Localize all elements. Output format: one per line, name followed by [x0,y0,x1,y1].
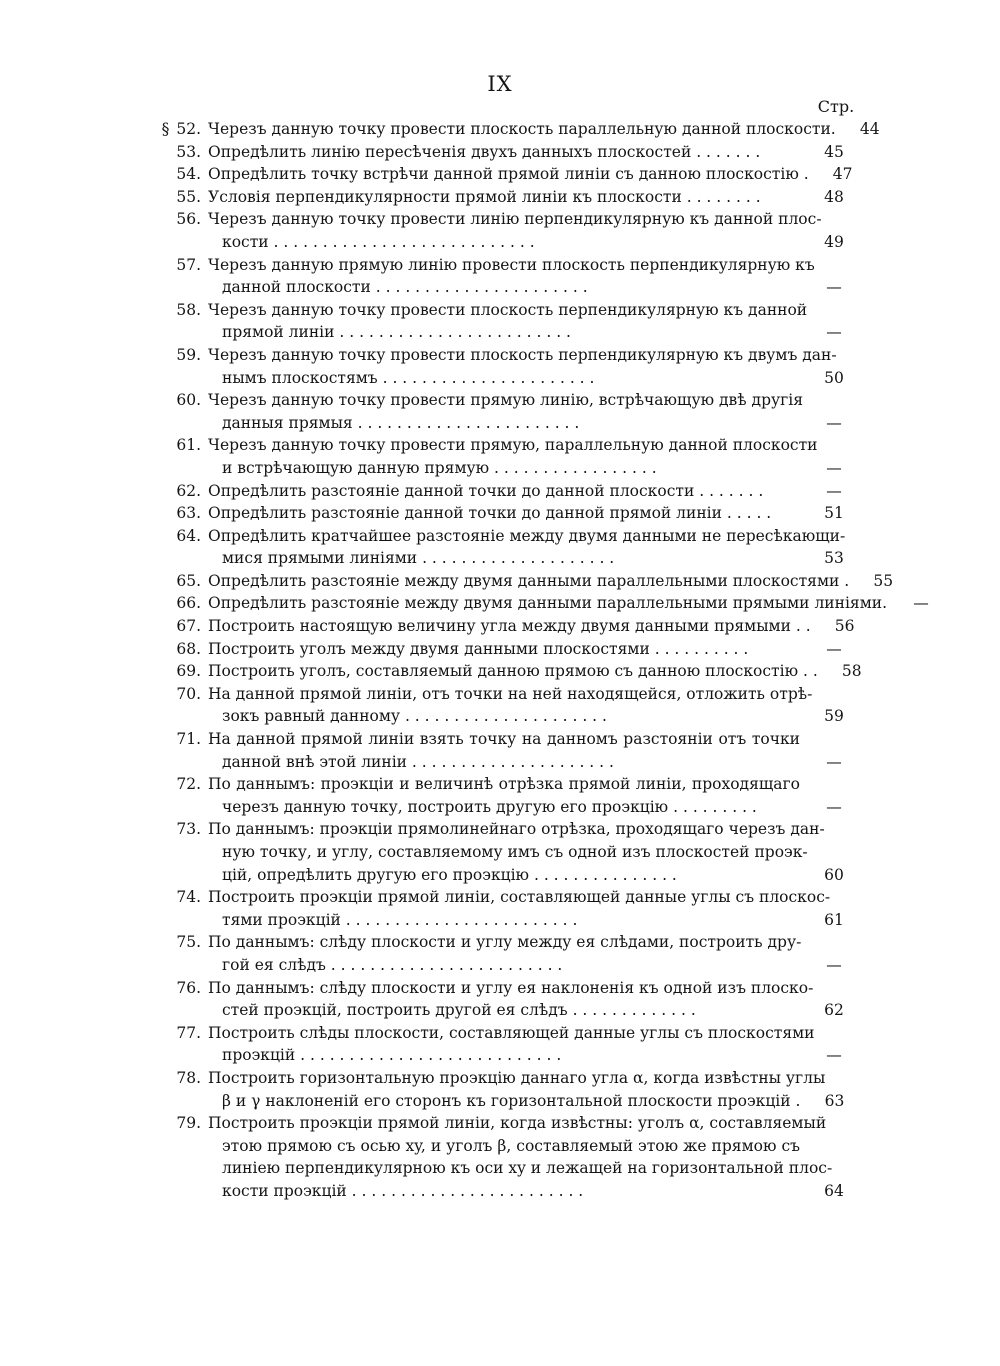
toc-line [145,276,860,299]
entry-number [145,886,201,909]
entry-number [145,389,201,412]
toc-line [145,344,860,367]
entry-page-number [823,254,875,277]
toc-line [145,615,860,638]
section-sign: § [161,120,170,138]
entry-title-text: и встрѣчающую данную прямую . . . . . . . . . . . . . . . . . [222,458,657,477]
toc-entry [145,186,860,209]
entry-page-number [808,1135,860,1158]
toc-line [145,1022,860,1045]
entry-title-text: Построить проэкціи прямой линіи, составляющей данные углы съ плоскос- [208,888,831,907]
toc-line [145,525,860,548]
entry-title-text: зокъ равный данному . . . . . . . . . . . . . . . . . . . . . [222,707,607,726]
toc-line [145,254,860,277]
toc-line [145,1135,860,1158]
toc-entry [145,389,860,434]
toc-line [145,638,860,661]
entry-title-text: мися прямыми линіями . . . . . . . . . . . . . . . . . . . . [222,549,615,568]
toc-line [145,141,860,164]
entry-number-text: 68. [176,639,201,658]
entry-title-text: кости . . . . . . . . . . . . . . . . . . . . . . . . . . . [222,232,535,251]
entry-number [145,186,201,209]
entry-number-text: 67. [176,617,201,636]
toc-line [145,683,860,706]
toc-line [145,773,860,796]
entry-page-number: 55 [873,571,894,590]
entry-title-text: На данной прямой линіи взять точку на данномъ разстояніи отъ точки [208,730,800,749]
entry-page-number: — [826,1046,842,1065]
entry-page-number [808,728,860,751]
entry-title-text: нымъ плоскостямъ . . . . . . . . . . . . . . . . . . . . . . [222,368,595,387]
toc-entry [145,502,860,525]
entry-title-text: По даннымъ: проэкціи прямолинейнаго отрѣзка, проходящаго черезъ дан- [208,820,825,839]
entry-title-text: данной внѣ этой линіи . . . . . . . . . . . . . . . . . . . . . [222,752,614,771]
entry-page-number [809,931,861,954]
toc-entry [145,728,860,773]
toc-line [145,502,860,525]
toc-entry [145,1022,860,1067]
toc-entry [145,299,860,344]
entry-page-number: 48 [824,187,844,206]
toc-entry [145,141,860,164]
toc-entry [145,1067,860,1112]
toc-entry [145,683,860,728]
entry-number [145,1067,201,1090]
entry-number [145,592,201,615]
toc-entry [145,592,929,615]
toc-line [145,818,860,841]
entry-page-number [830,208,882,231]
toc-line [145,909,860,932]
entry-number-text: 57. [176,255,201,274]
entry-number-text: 79. [176,1114,201,1133]
entry-number-text: 70. [176,684,201,703]
toc-line [145,999,860,1022]
entry-number [145,638,201,661]
toc-entry [145,773,860,818]
entry-page-number: — [826,458,842,477]
entry-page-number [834,1112,886,1135]
entry-title-text: На данной прямой линіи, отъ точки на ней находящейся, отложить отрѣ- [208,684,813,703]
entry-number-text: 72. [176,775,201,794]
entry-page-number [853,525,905,548]
toc-entry [145,208,860,253]
toc-entry [145,434,860,479]
entry-number-text: 61. [176,436,201,455]
entry-page-number: 63 [824,1091,845,1110]
entry-page-number [815,299,867,322]
entry-title-text: Опредѣлить разстояніе данной точки до данной плоскости . . . . . . . [208,481,764,500]
entry-title-text: Черезъ данную точку провести прямую, параллельную данной плоскости [208,436,818,455]
entry-title-text: ную точку, и углу, составляемому имъ съ одной изъ плоскостей проэк- [222,843,808,861]
entry-title-text: черезъ данную точку, построить другую его проэкцію . . . . . . . . . [222,797,757,816]
entry-page-number: 56 [834,617,855,636]
entry-number-text: 63. [176,504,201,523]
entry-page-number [833,1067,885,1090]
toc-line [145,163,860,186]
page-column-label: Стр. [817,97,855,116]
entry-title-text: Опредѣлить разстояніе между двумя данными параллельными прямыми линіями. [208,594,888,613]
entry-number-text: 75. [176,933,201,952]
toc-line [145,864,860,887]
page-number: IX [487,72,513,96]
entry-page-number [820,683,872,706]
toc-entry [145,118,880,141]
toc-line [145,977,860,1000]
entry-title-text: Черезъ данную точку провести плоскость перпендикулярную къ данной [208,300,808,319]
entry-page-number: — [826,413,842,432]
entry-number [145,773,201,796]
toc-entry [145,615,860,638]
entry-page-number [833,818,885,841]
entry-page-number: 47 [832,165,853,184]
entry-number [145,163,201,186]
entry-number [145,299,201,322]
entry-number [145,502,201,525]
entry-number [145,525,201,548]
entry-page-number: — [826,752,842,771]
toc-line [145,1157,860,1180]
toc-entry [145,638,860,661]
toc-entry [145,525,860,570]
entry-title-text: этою прямою съ осью xy, и уголъ β, составляемый этою же прямою съ [222,1136,800,1155]
toc-line [145,434,860,457]
entry-number [145,118,201,141]
toc-entry [145,570,894,593]
entry-page-number [826,434,878,457]
entry-page-number [845,344,897,367]
entry-title-text: β и γ наклоненій его сторонъ къ горизонтальной плоскости проэкцій . [222,1091,801,1110]
entry-number [145,344,201,367]
entry-number [145,434,201,457]
toc-line [145,705,860,728]
entry-title-text: Опредѣлить разстояніе данной точки до данной прямой линіи . . . . . [208,504,772,523]
entry-title-text: Построить проэкціи прямой линіи, когда извѣстны: уголъ α, составляемый [208,1114,827,1133]
entry-page-number [838,886,890,909]
entry-number-text: 54. [176,165,201,184]
entry-page-number: 50 [824,368,844,387]
entry-number-text: 59. [176,345,201,364]
toc-line [145,321,860,344]
entry-title-text: данной плоскости . . . . . . . . . . . . . . . . . . . . . . [222,278,588,297]
toc-line [145,1180,860,1203]
entry-title-text: Условія перпендикулярности прямой линіи къ плоскости . . . . . . . . [208,187,761,206]
entry-number-text: 56. [176,210,201,229]
entry-page-number [840,1157,892,1180]
entry-number [145,1022,201,1045]
entry-title-text: Опредѣлить кратчайшее разстояніе между двумя данными не пересѣкающи- [208,526,846,545]
entry-title-text: Черезъ данную прямую линію провести плоскость перпендикулярную къ [208,255,815,274]
entry-number-text: 52. [176,120,201,138]
toc-line [145,412,860,435]
entry-page-number: 59 [824,707,844,726]
toc-line [145,728,860,751]
entry-number-text: 53. [176,142,201,161]
entry-number [145,683,201,706]
entry-number-text: 74. [176,888,201,907]
entry-number [145,254,201,277]
entry-page-number: 44 [859,120,880,138]
entry-page-number: 58 [841,662,862,681]
toc-entry [145,818,860,886]
entry-number [145,480,201,503]
entry-title-text: тями проэкцій . . . . . . . . . . . . . . . . . . . . . . . . [222,910,578,929]
entry-number [145,141,201,164]
entry-number-text: 78. [176,1068,201,1087]
toc-line [145,1112,860,1135]
entry-title-text: Опредѣлить разстояніе между двумя данными параллельными плоскостями . [208,571,850,590]
entry-page-number: 51 [824,504,844,523]
entry-number-text: 76. [176,978,201,997]
entry-title-text: Черезъ данную точку провести плоскость перпендикулярную къ двумъ дан- [208,345,837,364]
toc-entry [145,886,860,931]
entry-number [145,615,201,638]
entry-page-number: — [826,639,842,658]
toc-entry [145,1112,860,1202]
entry-title-text: Черезъ данную точку провести плоскость параллельную данной плоскости. [208,120,836,138]
entry-title-text: Опредѣлить точку встрѣчи данной прямой линіи съ данною плоскостію . [208,165,809,184]
entry-title-text: линіею перпендикулярною къ оси xy и лежащей на горизонтальной плос- [222,1159,833,1178]
entry-title-text: прямой линіи . . . . . . . . . . . . . . . . . . . . . . . . [222,323,571,342]
entry-page-number [816,841,868,864]
entry-title-text: проэкцій . . . . . . . . . . . . . . . . . . . . . . . . . . . [222,1046,562,1065]
entry-title-text: кости проэкцій . . . . . . . . . . . . . . . . . . . . . . . . [222,1181,584,1200]
entry-number [145,931,201,954]
entry-number [145,660,201,683]
toc-line [145,796,860,819]
toc-entry [145,977,860,1022]
toc-line [145,118,880,141]
toc-entry [145,254,860,299]
toc-line [145,231,860,254]
entry-title-text: Построить уголъ, составляемый данною прямою съ данною плоскостію . . [208,662,818,681]
entry-title-text: Черезъ данную точку провести прямую линію, встрѣчающую двѣ другія [208,391,803,410]
entry-number [145,977,201,1000]
toc-line [145,570,894,593]
toc-line [145,208,860,231]
toc-line [145,886,860,909]
entry-title-text: По даннымъ: проэкціи и величинѣ отрѣзка прямой линіи, проходящаго [208,775,800,794]
entry-page-number: — [826,278,842,297]
entry-number [145,570,201,593]
entry-number-text: 71. [176,730,201,749]
entry-number-text: 58. [176,300,201,319]
entry-number [145,728,201,751]
entry-page-number [808,773,860,796]
toc-line [145,1090,860,1113]
entry-page-number: 62 [824,1001,844,1020]
toc-line [145,547,860,570]
toc-line [145,367,860,390]
entry-number-text: 77. [176,1023,201,1042]
toc-line [145,1067,860,1090]
toc-line [145,841,860,864]
entry-number-text: 65. [176,571,201,590]
toc-line [145,299,860,322]
toc-entry [145,344,860,389]
toc-line [145,954,860,977]
entry-title-text: цій, опредѣлить другую его проэкцію . . . . . . . . . . . . . . . [222,865,677,884]
entry-title-text: гой ея слѣдъ . . . . . . . . . . . . . . . . . . . . . . . . [222,955,563,974]
entry-title-text: Построить горизонтальную проэкцію даннаго угла α, когда извѣстны углы [208,1068,826,1087]
entry-title-text: Построить уголъ между двумя данными плоскостями . . . . . . . . . . [208,639,749,658]
entry-number [145,818,201,841]
toc-entry [145,931,860,976]
entry-number-text: 69. [176,662,201,681]
table-of-contents [145,118,929,1203]
entry-page-number [823,1022,875,1045]
entry-page-number: — [826,323,842,342]
entry-page-number: — [826,955,842,974]
entry-title-text: стей проэкцій, построить другой ея слѣдъ . . . . . . . . . . . . . [222,1001,696,1020]
toc-line [145,186,860,209]
entry-page-number: 53 [824,549,844,568]
entry-title-text: По даннымъ: слѣду плоскости и углу между ея слѣдами, построить дру- [208,933,802,952]
toc-line [145,457,860,480]
entry-title-text: Черезъ данную точку провести линію перпендикулярную къ данной плос- [208,210,822,229]
entry-number [145,208,201,231]
entry-number-text: 64. [176,526,201,545]
toc-line [145,480,860,503]
entry-page-number: 49 [824,232,844,251]
toc-entry [145,163,860,186]
entry-number-text: 55. [176,187,201,206]
entry-page-number: — [913,594,929,613]
entry-title-text: Построить слѣды плоскости, составляющей данные углы съ плоскостями [208,1023,815,1042]
entry-title-text: данныя прямыя . . . . . . . . . . . . . . . . . . . . . . . [222,413,580,432]
toc-entry [145,480,860,503]
entry-title-text: Опредѣлить линію пересѣченія двухъ данныхъ плоскостей . . . . . . . [208,142,761,161]
entry-page-number: — [826,797,842,816]
toc-line [145,389,860,412]
toc-line [145,660,860,683]
toc-line [145,751,860,774]
toc-line [145,592,929,615]
entry-title-text: Построить настоящую величину угла между двумя данными прямыми . . [208,617,811,636]
entry-number-text: 66. [176,594,201,613]
toc-line [145,1044,860,1067]
entry-number-text: 62. [176,481,201,500]
entry-number-text: 73. [176,820,201,839]
entry-page-number: 45 [824,142,844,161]
entry-page-number: — [826,481,842,500]
entry-page-number: 64 [824,1181,844,1200]
entry-page-number: 60 [824,865,844,884]
entry-page-number: 61 [824,910,844,929]
entry-page-number [821,977,873,1000]
toc-entry [145,660,860,683]
entry-title-text: По даннымъ: слѣду плоскости и углу ея наклоненія къ одной изъ плоско- [208,978,814,997]
toc-line [145,931,860,954]
entry-number [145,1112,201,1135]
entry-page-number [811,389,863,412]
entry-number-text: 60. [176,391,201,410]
